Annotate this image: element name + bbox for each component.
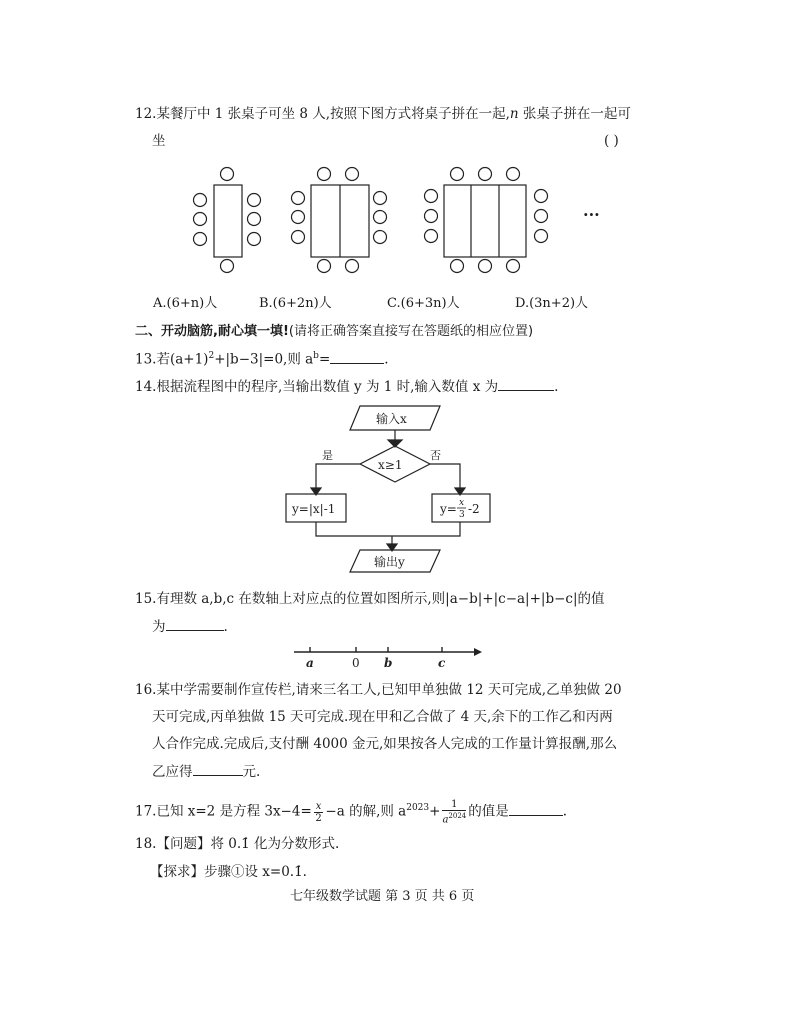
table-3 xyxy=(444,185,526,257)
flow-condition-text: x≥1 xyxy=(378,458,403,472)
q17-frac2: $\frac{1}{a^{2024}}$ xyxy=(442,798,467,826)
q16-line2: 天可完成,丙单独做 15 天可完成.现在甲和乙合做了 4 天,余下的工作乙和丙两 xyxy=(152,709,613,725)
flow-left-text: y=|x|-1 xyxy=(292,502,336,516)
q17-answer-blank[interactable] xyxy=(509,801,563,816)
q18-line2: 【探求】步骤①设 x=0.1̇. xyxy=(150,864,307,880)
page-footer: 七年级数学试题 第 3 页 共 6 页 xyxy=(290,889,475,904)
axis-label-c: c xyxy=(438,656,446,670)
flow-right-text-b: -2 xyxy=(468,502,480,516)
axis-label-0: 0 xyxy=(352,656,360,670)
q12-line2: 坐 xyxy=(152,133,166,149)
flow-right-den: 3 xyxy=(459,510,465,520)
q18-line1: 18.【问题】将 0.1̇ 化为分数形式. xyxy=(135,836,340,852)
q14: 14.根据流程图中的程序,当输出数值 y 为 1 时,输入数值 x 为 . xyxy=(135,376,558,397)
q12-options xyxy=(0,292,794,312)
flow-right-text-a: y= xyxy=(440,502,457,516)
flow-right-num: x xyxy=(459,498,465,508)
flow-no: 否 xyxy=(430,449,441,462)
flow-yes: 是 xyxy=(322,449,333,462)
flow-output-text: 输出y xyxy=(374,555,405,569)
axis-label-a: a xyxy=(306,656,314,670)
q16-line1: 16.某中学需要制作宣传栏,请来三名工人,已知甲单独做 12 天可完成,乙单独做 20 xyxy=(135,682,622,698)
section2-heading: 二、开动脑筋,耐心填一填!(请将正确答案直接写在答题纸的相应位置) xyxy=(135,324,534,339)
option-d[interactable]: D.(3n+2)人 xyxy=(515,296,589,311)
option-a[interactable]: A.(6+n)人 xyxy=(153,296,218,311)
q14-answer-blank[interactable] xyxy=(498,376,554,391)
flow-input-text: 输入x xyxy=(376,412,407,426)
q15-line2: 为 . xyxy=(152,616,228,637)
q12-answer-paren: ( ) xyxy=(604,133,619,149)
axis-label-b: b xyxy=(384,656,393,670)
table-1 xyxy=(214,185,242,257)
number-line xyxy=(288,642,488,672)
q12-line1: 12.某餐厅中 1 张桌子可坐 8 人,按照下图方式将桌子拼在一起,n 张桌子拼在一起可 xyxy=(135,106,631,122)
tables-figure xyxy=(180,160,620,280)
flowchart xyxy=(280,402,500,578)
q15-answer-blank[interactable] xyxy=(166,616,224,631)
q17-frac1: $\frac{x}{2}$ xyxy=(315,800,322,824)
ellipsis: ··· xyxy=(583,205,600,224)
q16-line3: 人合作完成.完成后,支付酬 4000 金元,如果按各人完成的工作量计算报酬,那么 xyxy=(152,736,618,752)
q15-line1: 15.有理数 a,b,c 在数轴上对应点的位置如图所示,则|a−b|+|c−a|+|b−c|的值 xyxy=(135,591,605,607)
q16-line4: 乙应得 元. xyxy=(152,761,260,782)
q13-answer-blank[interactable] xyxy=(330,349,384,364)
q16-answer-blank[interactable] xyxy=(193,761,243,776)
option-b[interactable]: B.(6+2n)人 xyxy=(259,296,332,311)
option-c[interactable]: C.(6+3n)人 xyxy=(387,296,460,311)
q13: 13.若$(a+1)^2+|b-3|=0$,则 $a^b=$ . xyxy=(135,346,389,370)
q17: 17.已知 x=2 是方程 3x−4= $\frac{x}{2}$ −a 的解,则 $a^{2023}+$ $\frac{1}{a^{2024}}$ 的值是 . xyxy=(135,798,568,826)
